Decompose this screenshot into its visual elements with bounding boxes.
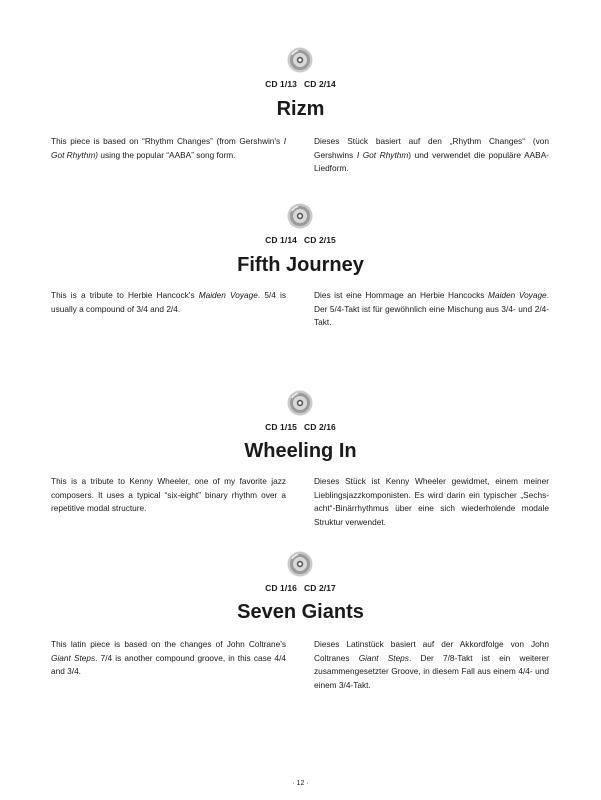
page-number: · 12 · — [292, 780, 309, 787]
cd-track-label: CD 1/16 CD 2/17 — [265, 583, 336, 593]
cd-icon — [287, 551, 313, 577]
german-description: Dieses Latinstück basiert auf der Akkordfolge von John Coltranes Giant Steps. Der 7/8-Takt ist ein weiterer zusammengesetzter Groove, in diesem Fall aus einem 4/4- und einem 3/4-Takt. — [314, 639, 549, 690]
english-description: This latin piece is based on the changes of John Coltrane's Giant Steps. 7/4 is another compound groove, in this case 4/4 and 3/4. — [51, 639, 286, 676]
english-description: This is a tribute to Herbie Hancock's Maiden Voyage. 5/4 is usually a compound of 3/4 and 2/4. — [51, 290, 286, 314]
german-description: Dieses Stück ist Kenny Wheeler gewidmet, einem meiner Lieblingsjazzkomponisten. Es wird darin ein typischer „Sechs-acht“-Binärrhythmus über eine sich wiederholende modale Struktur verwendet. — [314, 476, 549, 527]
cd-track-label: CD 1/15 CD 2/16 — [265, 422, 336, 432]
piece-title: Fifth Journey — [237, 254, 364, 276]
english-description: This piece is based on “Rhythm Changes” (from Gershwin's I Got Rhythm) using the popular “AABA” song form. — [51, 136, 286, 160]
piece-title: Seven Giants — [237, 601, 364, 623]
english-description: This is a tribute to Kenny Wheeler, one of my favorite jazz composers. It uses a typical “six-eight” binary rhythm over a repetitive modal structure. — [51, 476, 286, 513]
cd-icon — [287, 390, 313, 416]
cd-icon — [287, 203, 313, 229]
german-description: Dies ist eine Hommage an Herbie Hancocks Maiden Voyage. Der 5/4-Takt ist für gewöhnlich eine Mischung aus 3/4- und 2/4-Takt. — [314, 290, 549, 327]
cd-track-label: CD 1/13 CD 2/14 — [265, 79, 336, 89]
german-description: Dieses Stück basiert auf den „Rhythm Changes“ (von Gershwins I Got Rhythm) und verwendet die populäre AABA-Liedform. — [314, 136, 550, 173]
cd-track-label: CD 1/14 CD 2/15 — [265, 235, 336, 245]
cd-icon — [287, 47, 313, 73]
piece-title: Rizm — [276, 98, 325, 120]
piece-title: Wheeling In — [244, 440, 357, 462]
